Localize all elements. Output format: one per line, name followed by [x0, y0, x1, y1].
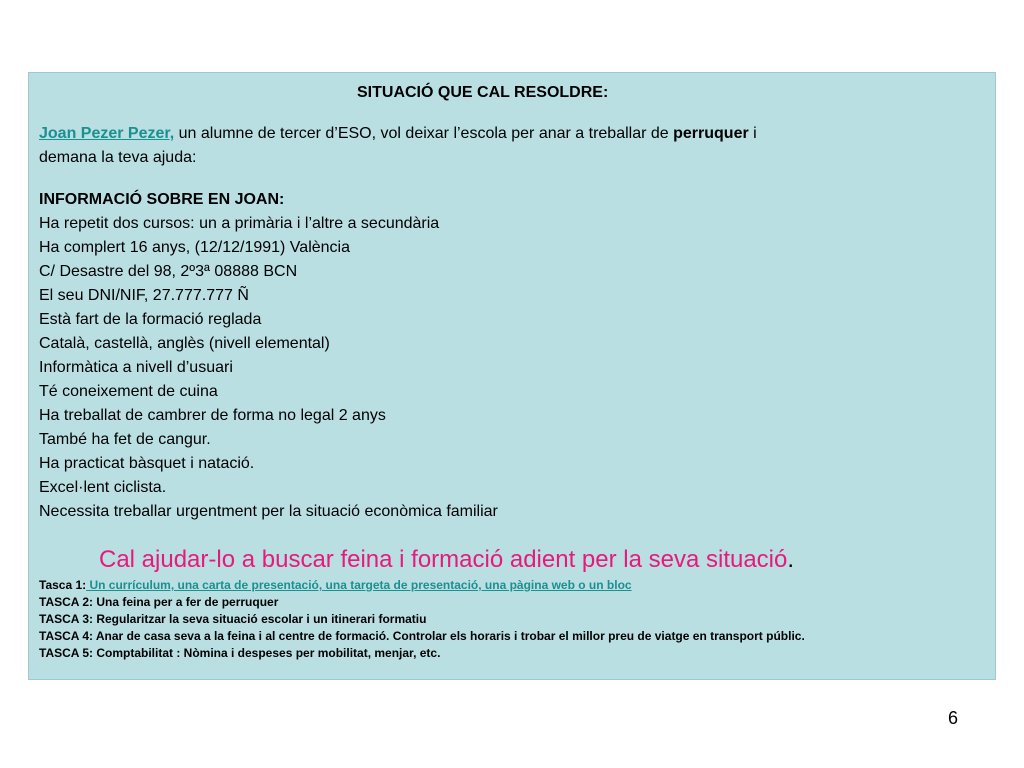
info-item: Ha complert 16 anys, (12/12/1991) València — [39, 239, 350, 256]
info-item: Informàtica a nivell d’usuari — [39, 359, 233, 376]
intro-paragraph — [39, 122, 985, 170]
info-title: INFORMACIÓ SOBRE EN JOAN: — [39, 191, 285, 208]
task-list — [39, 577, 985, 662]
student-name-link[interactable]: Joan Pezer Pezer, — [39, 125, 175, 142]
task-3: TASCA 3: Regularitzar la seva situació escolar i un itinerari formatiu — [39, 612, 427, 626]
callout-main: Cal ajudar-lo a buscar feina i formació adient per la seva situació — [99, 546, 788, 573]
info-item: També ha fet de cangur. — [39, 431, 211, 448]
situation-heading: SITUACIÓ QUE CAL RESOLDRE: — [357, 84, 609, 101]
intro-line-2: demana la teva ajuda: — [39, 149, 197, 166]
page-number: 6 — [948, 708, 959, 728]
info-item: El seu DNI/NIF, 27.777.777 Ñ — [39, 287, 249, 304]
info-item: Té coneixement de cuina — [39, 383, 218, 400]
task-4: TASCA 4: Anar de casa seva a la feina i al centre de formació. Controlar els horaris i trobar el millor preu de viatge en transport públic. — [39, 629, 805, 643]
info-item: Ha practicat bàsquet i natació. — [39, 455, 255, 472]
info-item: Ha treballat de cambrer de forma no legal 2 anys — [39, 407, 386, 424]
task-1-label: Tasca 1: — [39, 578, 87, 592]
info-item: Ha repetit dos cursos: un a primària i l’altre a secundària — [39, 215, 440, 232]
info-item: Necessita treballar urgentment per la situació econòmica familiar — [39, 503, 498, 520]
task-2: TASCA 2: Una feina per a fer de perruquer — [39, 595, 279, 609]
intro-profession: perruquer — [673, 125, 749, 142]
intro-text: un alumne de tercer d’ESO, vol deixar l’escola per anar a treballar de — [174, 125, 674, 142]
situation-panel — [28, 72, 996, 680]
info-list — [39, 212, 985, 524]
intro-text-end: i — [748, 125, 757, 142]
task-1-link[interactable]: Un currículum, una carta de presentació, una targeta de presentació, una pàgina web o un bloc — [86, 578, 632, 592]
info-item: C/ Desastre del 98, 2º3ª 08888 BCN — [39, 263, 298, 280]
callout-period: . — [787, 546, 795, 573]
callout-text — [99, 545, 985, 575]
info-item: Està fart de la formació reglada — [39, 311, 262, 328]
info-item: Excel·lent ciclista. — [39, 479, 167, 496]
info-item: Català, castellà, anglès (nivell elemental) — [39, 335, 330, 352]
task-1 — [39, 577, 985, 594]
task-5: TASCA 5: Comptabilitat : Nòmina i despeses per mobilitat, menjar, etc. — [39, 646, 441, 660]
